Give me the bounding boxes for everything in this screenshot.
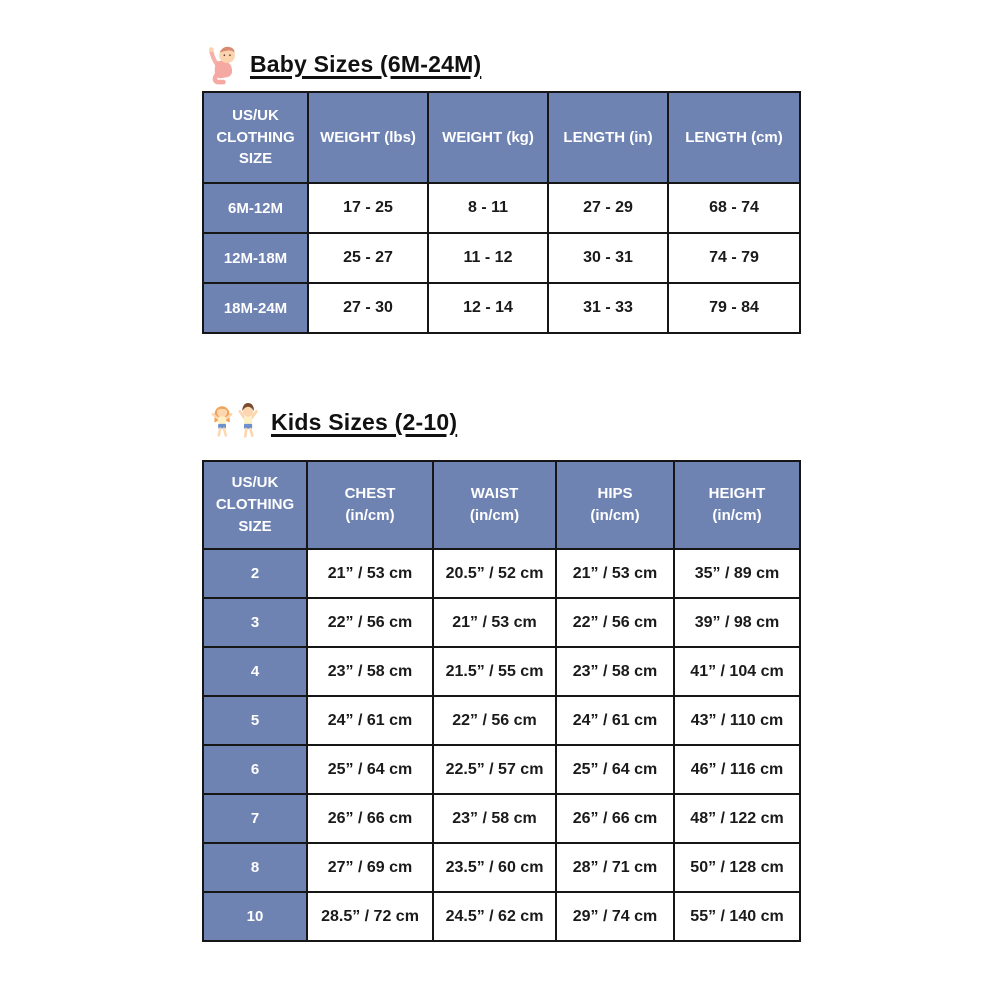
baby-value-cell: 27 - 30	[308, 283, 428, 333]
kids-value-cell: 43” / 110 cm	[674, 696, 800, 745]
table-row	[203, 745, 800, 794]
kids-value-cell: 48” / 122 cm	[674, 794, 800, 843]
kids-value-cell: 21.5” / 55 cm	[433, 647, 556, 696]
kids-value-cell: 39” / 98 cm	[674, 598, 800, 647]
baby-column-header-length-in: LENGTH (in)	[548, 92, 668, 183]
kids-value-cell: 46” / 116 cm	[674, 745, 800, 794]
baby-value-cell: 68 - 74	[668, 183, 800, 233]
kids-value-cell: 26” / 66 cm	[556, 794, 674, 843]
column-header-label: CHEST	[344, 485, 396, 503]
kids-value-cell: 26” / 66 cm	[307, 794, 433, 843]
kids-value-cell: 41” / 104 cm	[674, 647, 800, 696]
kids-column-header-height	[674, 461, 800, 549]
baby-value-cell: 17 - 25	[308, 183, 428, 233]
baby-column-header-weight-kg: WEIGHT (kg)	[428, 92, 548, 183]
kids-value-cell: 22” / 56 cm	[556, 598, 674, 647]
table-row	[203, 549, 800, 598]
column-header-unit: (in/cm)	[469, 507, 520, 524]
baby-value-cell: 11 - 12	[428, 233, 548, 283]
baby-value-cell: 27 - 29	[548, 183, 668, 233]
kids-size-cell: 7	[203, 794, 307, 843]
baby-value-cell: 74 - 79	[668, 233, 800, 283]
column-header-label: US/UK CLOTHING SIZE	[215, 474, 295, 535]
kids-value-cell: 24” / 61 cm	[556, 696, 674, 745]
kids-value-cell: 21” / 53 cm	[307, 549, 433, 598]
kids-size-cell: 3	[203, 598, 307, 647]
kids-value-cell: 55” / 140 cm	[674, 892, 800, 941]
table-row	[203, 843, 800, 892]
baby-column-header-size: US/UK CLOTHING SIZE	[203, 92, 308, 183]
kids-header-row	[203, 461, 800, 549]
kids-value-cell: 24.5” / 62 cm	[433, 892, 556, 941]
kids-value-cell: 23.5” / 60 cm	[433, 843, 556, 892]
kids-column-header-chest	[307, 461, 433, 549]
kids-size-cell: 5	[203, 696, 307, 745]
table-row	[203, 183, 800, 233]
kids-value-cell: 22” / 56 cm	[433, 696, 556, 745]
table-row	[203, 233, 800, 283]
kids-section-title-row	[210, 402, 457, 443]
kids-value-cell: 50” / 128 cm	[674, 843, 800, 892]
table-row	[203, 647, 800, 696]
column-header-label: HIPS	[597, 485, 633, 503]
column-header-unit: (in/cm)	[345, 507, 395, 524]
baby-header-row	[203, 92, 800, 183]
baby-section-title: Baby Sizes (6M-24M)	[250, 51, 482, 77]
table-row	[203, 598, 800, 647]
kids-section-title: Kids Sizes (2-10)	[271, 409, 458, 435]
baby-value-cell: 31 - 33	[548, 283, 668, 333]
kids-size-cell: 2	[203, 549, 307, 598]
baby-size-cell: 18M-24M	[203, 283, 308, 333]
kids-column-header-size	[203, 461, 307, 549]
kids-value-cell: 27” / 69 cm	[307, 843, 433, 892]
baby-section-title-row	[204, 44, 481, 85]
kids-size-cell: 8	[203, 843, 307, 892]
table-row	[203, 283, 800, 333]
kids-icon	[210, 402, 262, 443]
baby-value-cell: 25 - 27	[308, 233, 428, 283]
kids-value-cell: 28.5” / 72 cm	[307, 892, 433, 941]
kids-size-cell: 4	[203, 647, 307, 696]
kids-value-cell: 22.5” / 57 cm	[433, 745, 556, 794]
kids-column-header-hips	[556, 461, 674, 549]
kids-value-cell: 23” / 58 cm	[307, 647, 433, 696]
baby-value-cell: 12 - 14	[428, 283, 548, 333]
baby-value-cell: 30 - 31	[548, 233, 668, 283]
table-row	[203, 892, 800, 941]
baby-sizes-table	[202, 91, 801, 334]
baby-icon	[204, 44, 241, 85]
kids-value-cell: 29” / 74 cm	[556, 892, 674, 941]
kids-value-cell: 25” / 64 cm	[307, 745, 433, 794]
column-header-label: HEIGHT	[708, 485, 766, 503]
kids-value-cell: 35” / 89 cm	[674, 549, 800, 598]
table-row	[203, 794, 800, 843]
baby-column-header-length-cm: LENGTH (cm)	[668, 92, 800, 183]
column-header-label: WAIST	[470, 485, 519, 503]
kids-column-header-waist	[433, 461, 556, 549]
kids-value-cell: 22” / 56 cm	[307, 598, 433, 647]
table-row	[203, 696, 800, 745]
kids-size-cell: 6	[203, 745, 307, 794]
baby-size-cell: 6M-12M	[203, 183, 308, 233]
kids-value-cell: 25” / 64 cm	[556, 745, 674, 794]
kids-size-cell: 10	[203, 892, 307, 941]
baby-value-cell: 79 - 84	[668, 283, 800, 333]
kids-sizes-table	[202, 460, 801, 942]
baby-column-header-weight-lbs: WEIGHT (lbs)	[308, 92, 428, 183]
kids-value-cell: 28” / 71 cm	[556, 843, 674, 892]
column-header-unit: (in/cm)	[712, 507, 762, 524]
kids-value-cell: 24” / 61 cm	[307, 696, 433, 745]
baby-size-cell: 12M-18M	[203, 233, 308, 283]
kids-value-cell: 23” / 58 cm	[556, 647, 674, 696]
kids-value-cell: 23” / 58 cm	[433, 794, 556, 843]
kids-value-cell: 21” / 53 cm	[556, 549, 674, 598]
kids-value-cell: 21” / 53 cm	[433, 598, 556, 647]
kids-value-cell: 20.5” / 52 cm	[433, 549, 556, 598]
baby-value-cell: 8 - 11	[428, 183, 548, 233]
column-header-unit: (in/cm)	[590, 507, 640, 524]
